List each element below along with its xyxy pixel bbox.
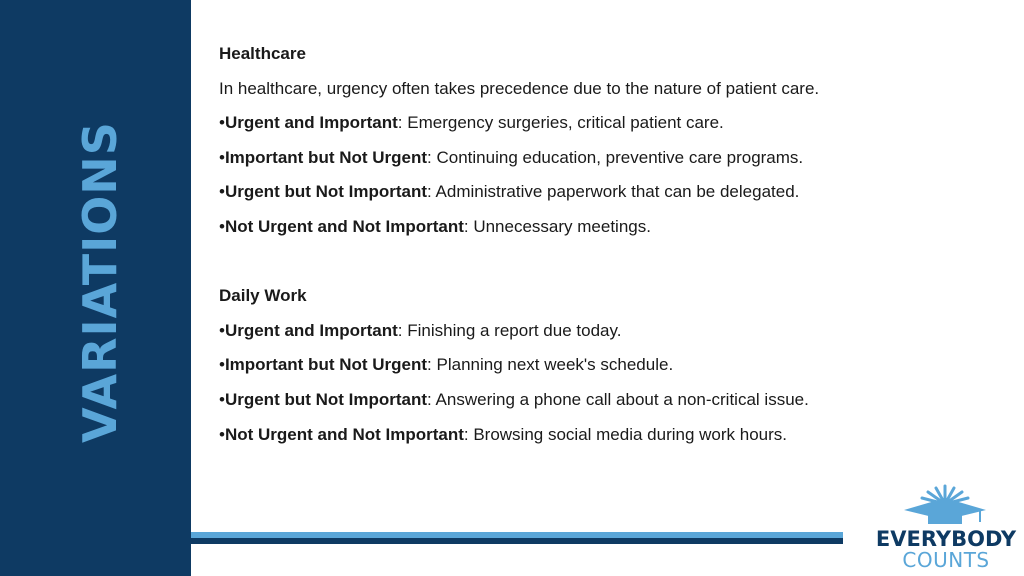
bullet-char: • (219, 389, 225, 409)
daily-work-heading: Daily Work (219, 286, 307, 306)
everybody-counts-logo (872, 484, 1020, 570)
item-label: Not Urgent and Not Important (224, 216, 464, 236)
item-label: Urgent and Important (224, 113, 398, 133)
main-content (219, 42, 919, 457)
bullet-char: • (219, 147, 225, 167)
list-item (219, 423, 919, 458)
list-item (219, 215, 919, 250)
list-item (219, 319, 919, 354)
bullet-char: • (219, 216, 225, 236)
graduation-cap-sunburst-icon (900, 484, 990, 526)
spacer (219, 250, 919, 285)
item-label: Urgent and Important (224, 320, 398, 340)
sidebar (0, 0, 191, 576)
item-label: Important but Not Urgent (224, 355, 428, 375)
bullet-char: • (219, 113, 225, 133)
bullet-char: • (219, 424, 225, 444)
logo-text-everybody: EVERYBODY (875, 527, 1017, 551)
list-item (219, 388, 919, 423)
list-item (219, 353, 919, 388)
item-label: Urgent but Not Important (224, 389, 428, 409)
item-text: : Finishing a report due today. (397, 320, 622, 340)
item-text: : Continuing education, preventive care programs. (427, 147, 804, 167)
healthcare-heading: Healthcare (219, 44, 306, 63)
bullet-char: • (219, 320, 225, 340)
list-item (219, 146, 919, 181)
item-label: Not Urgent and Not Important (224, 424, 464, 444)
item-text: : Administrative paperwork that can be delegated. (427, 182, 800, 202)
item-text: : Browsing social media during work hours. (463, 424, 788, 444)
item-text: : Answering a phone call about a non-critical issue. (427, 389, 809, 409)
item-label: Urgent but Not Important (224, 182, 428, 202)
healthcare-intro: In healthcare, urgency often takes precedence due to the nature of patient care. (219, 78, 820, 98)
item-text: : Unnecessary meetings. (463, 216, 651, 236)
item-text: : Planning next week's schedule. (427, 355, 674, 375)
list-item (219, 180, 919, 215)
item-label: Important but Not Urgent (224, 147, 428, 167)
footer-bar-dark (191, 538, 843, 544)
bullet-char: • (219, 355, 225, 375)
sidebar-title: VARIATIONS (73, 121, 127, 443)
list-item (219, 111, 919, 146)
bullet-char: • (219, 182, 225, 202)
logo-text-counts: COUNTS (902, 548, 990, 572)
item-text: : Emergency surgeries, critical patient care. (397, 113, 724, 133)
